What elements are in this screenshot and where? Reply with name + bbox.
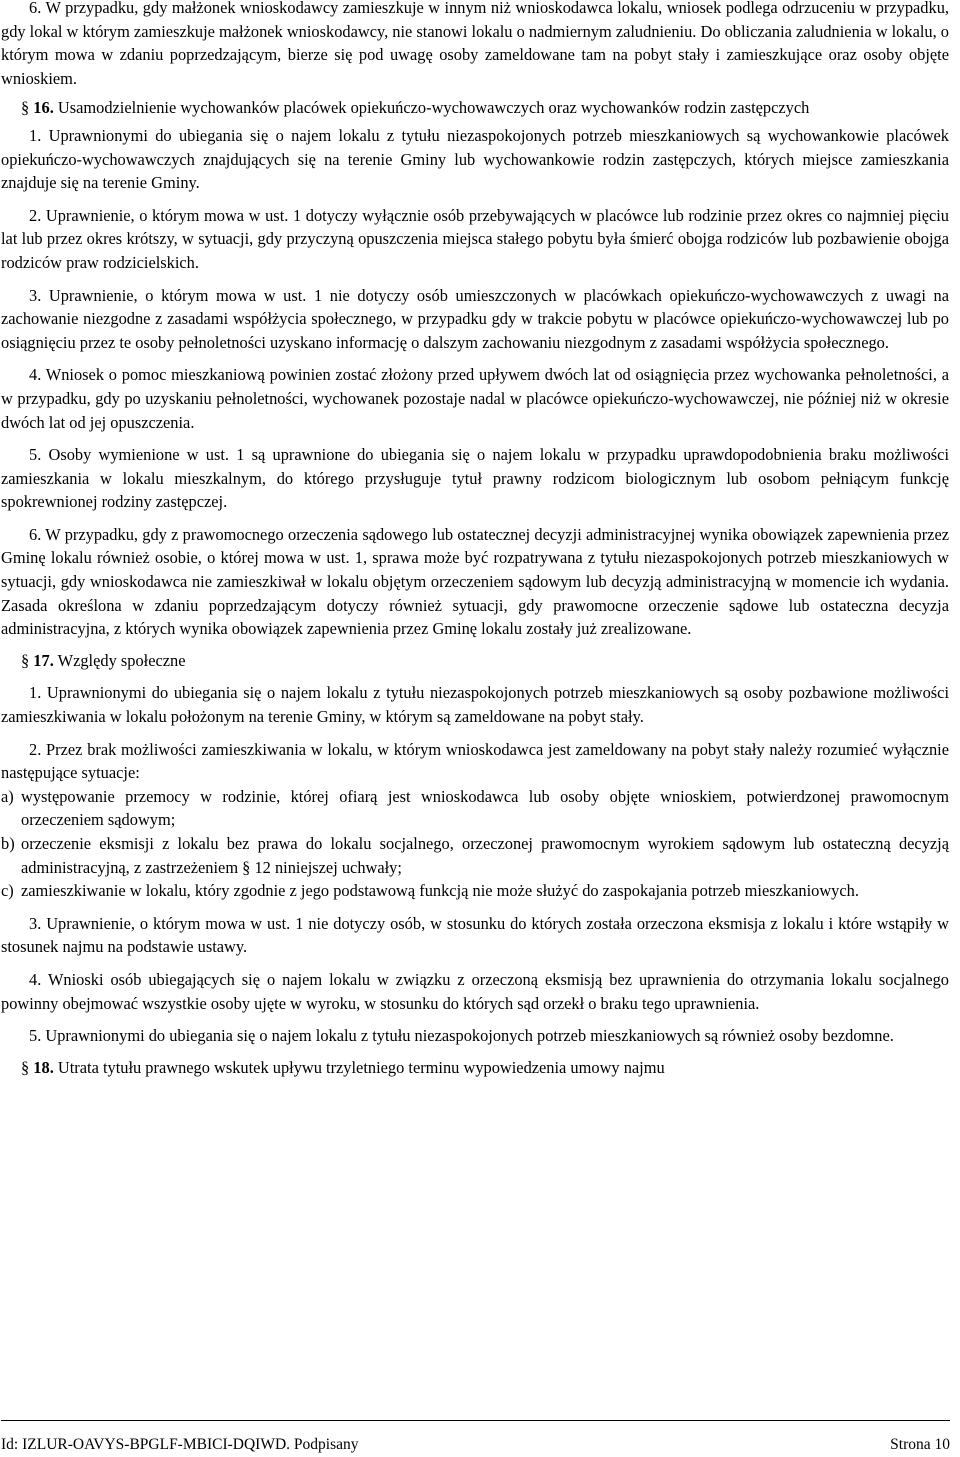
page-footer <box>1 1420 950 1457</box>
paragraph-6-continued: 6. W przypadku, gdy małżonek wnioskodawcy zamieszkuje w innym niż wnioskodawca lokalu, wniosek podlega odrzuceniu w przypadku, gdy lokal w którym zamieszkuje małżonek wnioskodawcy, nie stanowi lokalu o nadmiernym zaludnieniu. Do obliczania zaludnienia w lokalu, o którym mowa w zdaniu poprzedzającym, bierze się pod uwagę osoby zameldowane tam na pobyt stały i zamieszkujące oraz osoby objęte wnioskiem. <box>1 0 949 88</box>
list-item-text: orzeczenie eksmisji z lokalu bez prawa do lokalu socjalnego, orzeczonej prawomocnym wyrokiem sądowym lub ostateczną decyzją administracyjną, z zastrzeżeniem § 12 niniejszej uchwały; <box>21 834 949 877</box>
section-18-number: 18. <box>33 1057 54 1077</box>
section-18-title: Utrata tytułu prawnego wskutek upływu trzyletniego terminu wypowiedzenia umowy najmu <box>57 1057 665 1077</box>
section-18-heading: § 18. Utrata tytułu prawnego wskutek upływu trzyletniego terminu wypowiedzenia umowy najmu <box>21 1057 665 1077</box>
list-item-b <box>1 832 949 879</box>
section-17-number: 17. <box>33 650 54 670</box>
section-16-paragraph-2: 2. Uprawnienie, o którym mowa w ust. 1 dotyczy wyłącznie osób przebywających w placówce lub rodzinie przez okres co najmniej pięciu lat lub przez okres krótszy, w sytuacji, gdy przyczyną opuszczenia miejsca stałego pobytu była śmierć obojga rodziców lub pozbawienie obojga rodziców praw rodzicielskich. <box>1 205 949 272</box>
list-item-text: występowanie przemocy w rodzinie, której ofiarą jest wnioskodawca lub osoby objęte wnioskiem, potwierdzonej prawomocnym orzeczeniem sądowym; <box>21 786 949 830</box>
list-marker: b) <box>1 834 15 853</box>
section-16-title: Usamodzielnienie wychowanków placówek opiekuńczo-wychowawczych oraz wychowanków rodzin zastępczych <box>57 98 810 118</box>
section-17-paragraph-5: 5. Uprawnionymi do ubiegania się o najem lokalu z tytułu niezaspokojonych potrzeb mieszkaniowych są również osoby bezdomne. <box>29 1026 894 1046</box>
list-marker: a) <box>1 786 14 806</box>
list-marker: c) <box>1 881 14 901</box>
section-16-paragraph-6: 6. W przypadku, gdy z prawomocnego orzeczenia sądowego lub ostatecznej decyzji administracyjnej wynika obowiązek zapewnienia przez Gminę lokalu również osobie, o której mowa w ust. 1, sprawa może być rozpatrywana z tytułu niezaspokojonych potrzeb mieszkaniowych w sytuacji, gdy wnioskodawca nie zamieszkiwał w lokalu objętym orzeczeniem sądowym lub decyzją administracyjną w momencie ich wydania. Zasada określona w zdaniu poprzedzającym dotyczy również sytuacji, gdy prawomocne orzeczenie sądowe lub ostateczna decyzja administracyjna, z których wynika obowiązek zapewnienia przez Gminę lokalu zostały już zrealizowane. <box>1 524 949 639</box>
section-17-title: Względy społeczne <box>57 650 186 670</box>
section-16-number: 16. <box>33 98 54 118</box>
list-item-a <box>1 785 949 832</box>
document-body <box>1 0 949 1079</box>
section-17-paragraph-3: 3. Uprawnienie, o którym mowa w ust. 1 nie dotyczy osób, w stosunku do których została orzeczona eksmisja z lokalu i które wstąpiły w stosunek najmu na podstawie ustawy. <box>1 913 949 957</box>
list-item-c <box>1 879 949 903</box>
document-id: Id: IZLUR-OAVYS-BPGLF-MBICI-DQIWD. Podpisany <box>1 1436 359 1453</box>
section-16-paragraph-1: 1. Uprawnionymi do ubiegania się o najem lokalu z tytułu niezaspokojonych potrzeb mieszkaniowych są wychowankowie placówek opiekuńczo-wychowawczych znajdujących się na terenie Gminy lub wychowankowie rodzin zastępczych, których miejsce zamieszkania znajduje się na terenie Gminy. <box>1 125 949 193</box>
section-17-paragraph-1: 1. Uprawnionymi do ubiegania się o najem lokalu z tytułu niezaspokojonych potrzeb mieszkaniowych są osoby pozbawione możliwości zamieszkiwania w lokalu położonym na terenie Gminy, w którym są zameldowane na pobyt stały. <box>1 683 949 727</box>
section-16-paragraph-5: 5. Osoby wymienione w ust. 1 są uprawnione do ubiegania się o najem lokalu w przypadku uprawdopodobnienia braku możliwości zamieszkania w lokalu mieszkalnym, do którego przysługuje tytuł prawny rodzicom biologicznym lub osobom pełniącym funkcję spokrewnionej rodziny zastępczej. <box>1 445 949 512</box>
section-16-paragraph-3: 3. Uprawnienie, o którym mowa w ust. 1 nie dotyczy osób umieszczonych w placówkach opiekuńczo-wychowawczych z uwagi na zachowanie niezgodne z zasadami współżycia społecznego, w przypadku gdy w trakcie pobytu w placówce opiekuńczo-wychowawczej lub po osiągnięciu przez te osoby pełnoletności uzyskano informację o dalszym zachowaniu niezgodnym z zasadami współżycia społecznego. <box>1 285 949 352</box>
page-number: Strona 10 <box>890 1436 950 1453</box>
list-item-text: zamieszkiwanie w lokalu, który zgodnie z jego podstawową funkcją nie może służyć do zaspokajania potrzeb mieszkaniowych. <box>21 881 859 901</box>
section-17-paragraph-4: 4. Wnioski osób ubiegających się o najem lokalu w związku z orzeczoną eksmisją bez uprawnienia do otrzymania lokalu socjalnego powinny obejmować wszystkie osoby ujęte w wyroku, w stosunku do których sąd orzekł o braku tego uprawnienia. <box>1 969 949 1013</box>
section-17-heading: § 17. Względy społeczne <box>21 650 186 670</box>
section-16-paragraph-4: 4. Wniosek o pomoc mieszkaniową powinien zostać złożony przed upływem dwóch lat od osiągnięcia przez wychowanka pełnoletności, a w przypadku, gdy po uzyskaniu pełnoletności, wychowanek pozostaje nadal w placówce opiekuńczo-wychowawczej, nie później niż w okresie dwóch lat od jej opuszczenia. <box>1 365 949 432</box>
section-17-paragraph-2: 2. Przez brak możliwości zamieszkiwania w lokalu, w którym wnioskodawca jest zameldowany na pobyt stały należy rozumieć wyłącznie następujące sytuacje: <box>1 739 949 783</box>
section-16-heading: § 16. Usamodzielnienie wychowanków placówek opiekuńczo-wychowawczych oraz wychowanków rodzin zastępczych <box>21 98 810 118</box>
